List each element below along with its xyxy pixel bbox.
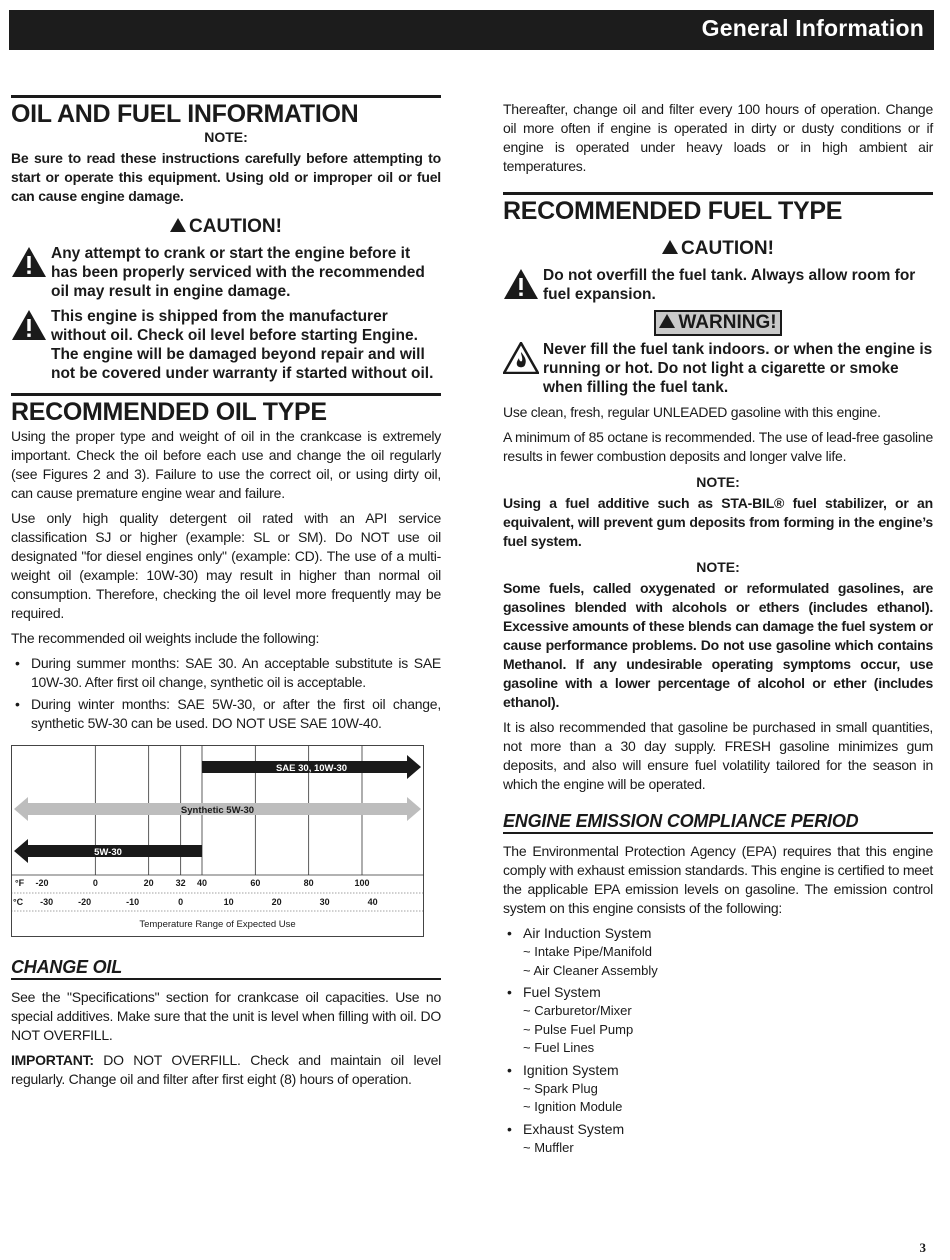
oil-paragraph-1: Using the proper type and weight of oil in the crankcase is extremely important. Check the oil before each use and change the oil regularly (see Figures 2 and 3). Failure to use the correct oil, or using dirty oil, can cause premature engine wear and failure. [11,428,441,501]
caution-text-1: Any attempt to crank or start the engine before it has been properly serviced with the recommended oil may result in engine damage. [51,245,425,300]
series-label: 5W-30 [94,847,122,858]
list-item: • Ignition System ~ Spark Plug ~ Ignition Module [503,1061,933,1117]
caution-heading: CAUTION! [11,216,441,238]
oil-temperature-chart [11,745,441,942]
note-label: NOTE: [204,129,248,145]
fire-hazard-icon [503,342,539,374]
oil-weight-list [11,654,441,733]
list-item: • Air Induction System ~ Intake Pipe/Manifold ~ Air Cleaner Assembly [503,924,933,980]
c-tick-label: -20 [78,897,92,907]
sub-item: ~ Carburetor/Mixer [523,1003,632,1018]
f-tick-label: 0 [92,878,98,888]
emission-paragraph: The Environmental Protection Agency (EPA) requires that this engine comply with exhaust emission standards. This engine is certified to meet the applicable EPA emission levels on gasoline. The emission control system on this engine consists of the following: [503,843,933,916]
note-label: NOTE: [696,559,740,575]
fuel-warning-text: Never fill the fuel tank indoors. or when the engine is running or hot. Do not light a cigarette or smoke when filling the fuel tank. [543,341,933,396]
fuel-type-heading: RECOMMENDED FUEL TYPE [503,192,933,226]
c-tick-label: 30 [319,897,330,907]
c-tick-label: 20 [271,897,282,907]
c-tick-label: -10 [126,897,140,907]
caution-icon [662,240,678,254]
header-bar [9,10,934,50]
fuel-warning-block [503,340,933,397]
caution-block-2 [11,307,441,383]
sub-item: ~ Pulse Fuel Pump [523,1021,634,1037]
emission-heading: ENGINE EMISSION COMPLIANCE PERIOD [503,810,933,834]
fuel-paragraph-2: A minimum of 85 octane is recommended. The use of lead-free gasoline results in fewer combustion deposits and longer valve life. [503,429,933,464]
page-section-title: General Information [701,15,924,41]
list-item: • Exhaust System ~ Muffler [503,1120,933,1158]
warning-icon [659,314,675,328]
caution-triangle-icon [503,268,539,300]
oil-type-heading: RECOMMENDED OIL TYPE [11,393,441,427]
caution-icon [170,218,186,232]
change-oil-paragraph-2: IMPORTANT: DO NOT OVERFILL. Check and maintain oil level regularly. Change oil and filter after first eight (8) hours of operation. [11,1052,441,1087]
note-text: Be sure to read these instructions carefully before attempting to start or operate this equipment. Using old or improper oil or fuel can cause engine damage. [11,150,441,204]
oxygenated-fuel-note: Some fuels, called oxygenated or reformulated gasolines, are gasolines blended with alcohols or ethers (includes ethanol). Excessive amounts of these blends can damage the fuel system or cause performance problems. Do not use gasoline which contains Methanol. If any undesirable operating symptoms occur, use gasoline with a lower percentage of alcohol or ether (includes ethanol). [503,580,933,710]
f-tick-label: 40 [196,878,208,888]
c-tick-label: 40 [367,897,378,907]
sub-item: ~ Spark Plug [523,1080,598,1096]
warning-heading-wrap [503,310,933,336]
fuel-paragraph-3: It is also recommended that gasoline be purchased in small quantities, not more than a 30 day supply. FRESH gasoline minimizes gum deposits, and also will ensure fuel volatility tailored for the season in which the engine will be operated. [503,719,933,792]
f-tick-label: 20 [143,878,154,888]
note-label: NOTE: [696,474,740,490]
series-label: SAE 30, 10W-30 [275,763,348,774]
c-tick-label: 0 [178,897,184,907]
f-tick-label: 100 [354,878,370,888]
sub-item: ~ Fuel Lines [523,1040,595,1055]
sub-item: ~ Muffler [523,1139,574,1155]
fuel-paragraph-1: Use clean, fresh, regular UNLEADED gasoline with this engine. [503,404,881,420]
f-axis-label: °F [15,878,25,888]
emission-system-list [503,924,933,1157]
list-item: • Fuel System ~ Carburetor/Mixer ~ Pulse Fuel Pump ~ Fuel Lines [503,983,933,1058]
caution-block-1 [11,244,441,301]
sub-item: ~ Intake Pipe/Manifold [523,944,652,959]
oil-chart-svg [11,745,424,937]
fuel-caution-heading: CAUTION! [503,238,933,260]
caution-triangle-icon [11,246,47,278]
oil-interval-paragraph: Thereafter, change oil and filter every 100 hours of operation. Change oil more often if engine is operated in dirty or dusty conditions or if engine is operated under heavy loads or in high ambient air temperatures. [503,101,933,174]
c-tick-label: -30 [40,897,54,907]
list-item: • During winter months: SAE 5W-30, or after the first oil change, synthetic 5W-30 can be used. DO NOT USE SAE 10W-40. [11,695,441,733]
f-tick-label: 80 [303,878,314,888]
page-number: 3 [919,1240,926,1255]
f-tick-label: 60 [250,878,261,888]
c-tick-label: 10 [223,897,234,907]
f-tick-label: 32 [175,878,186,888]
left-column [11,95,441,1095]
caution-text-2: This engine is shipped from the manufacturer without oil. Check oil level before starting Engine. The engine will be damaged beyond repair and will not be covered under warranty if started without oil. [51,308,434,382]
c-axis-label: °C [13,897,24,907]
oil-fuel-heading: OIL AND FUEL INFORMATION [11,95,441,129]
important-label: IMPORTANT: [11,1052,94,1068]
caution-triangle-icon [11,309,47,341]
change-oil-heading: CHANGE OIL [11,956,441,980]
x-axis-title: Temperature Range of Expected Use [139,919,296,930]
sub-item: ~ Ignition Module [523,1099,623,1114]
fuel-caution-block [503,266,933,304]
sub-item: ~ Air Cleaner Assembly [523,962,658,978]
fuel-additive-note: Using a fuel additive such as STA-BIL® fuel stabilizer, or an equivalent, will prevent gum deposits from forming in the engine’s fuel system. [503,495,933,549]
warning-badge: WARNING! [654,310,781,336]
f-tick-label: -20 [35,878,49,888]
list-item: • During summer months: SAE 30. An acceptable substitute is SAE 10W-30. After first oil change, synthetic oil is acceptable. [11,654,441,692]
series-label: Synthetic 5W-30 [180,805,255,816]
oil-paragraph-2: Use only high quality detergent oil rated with an API service classification SJ or higher (example: SL or SM). Do NOT use oil designated "for diesel engines only" (example: CD). The use of a multi-weight oil (example: 10W-30) may result in higher than normal oil consumption. Therefore, checking the oil level more frequently may be required. [11,510,441,621]
right-column [503,100,933,1163]
fuel-caution-text: Do not overfill the fuel tank. Always allow room for fuel expansion. [543,267,916,303]
change-oil-paragraph-1: See the "Specifications" section for crankcase oil capacities. Use no special additives. Make sure that the unit is level when filling with oil. DO NOT OVERFILL. [11,989,441,1043]
oil-paragraph-3: The recommended oil weights include the following: [11,630,320,646]
